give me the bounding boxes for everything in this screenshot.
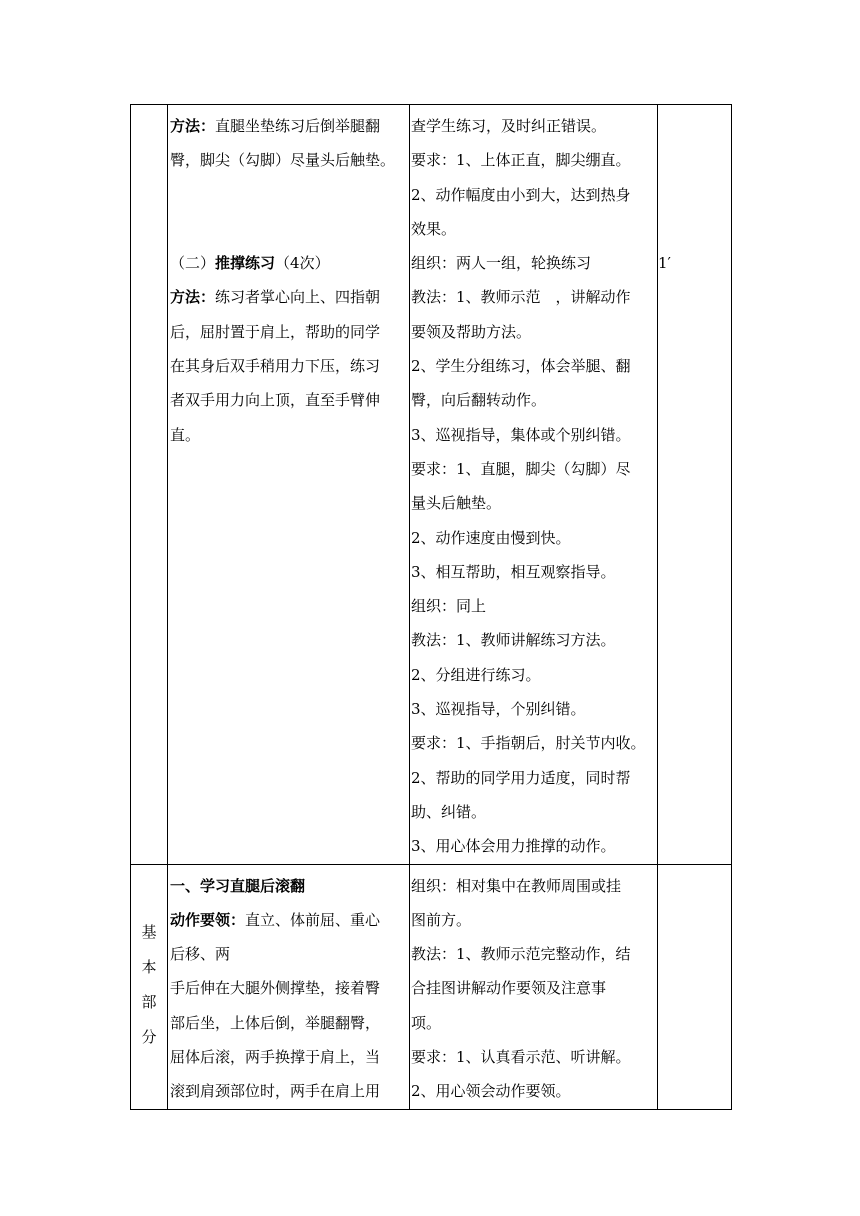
method-line: 要求：1、上体正直，脚尖绷直。 — [411, 151, 631, 170]
method-label: 方法： — [170, 117, 216, 135]
content-line: 后移、两 — [170, 945, 231, 964]
section-title: 一、学习直腿后滚翻 — [170, 876, 306, 895]
method2-text: 练习者掌心向上、四指朝 — [215, 288, 381, 307]
essentials-text: 直立、体前屈、重心 — [245, 910, 381, 929]
method-line: 2、动作幅度由小到大，达到热身 — [411, 185, 631, 204]
method-line: 要求：1、手指朝后，肘关节内收。 — [411, 734, 646, 753]
section-cell — [131, 864, 168, 1109]
time-value: 1′ — [658, 254, 671, 273]
table-row — [131, 864, 732, 1109]
method-line: 2、动作速度由慢到快。 — [411, 528, 571, 547]
time-cell — [658, 864, 732, 1109]
subtitle-prefix: （二） — [170, 254, 216, 273]
time-cell — [658, 105, 732, 865]
method-line: 教法：1、教师讲解练习方法。 — [411, 631, 616, 650]
section-cell-empty — [131, 105, 168, 865]
method-line: 2、帮助的同学用力适度，同时帮 — [411, 768, 631, 787]
method-line: 3、相互帮助，相互观察指导。 — [411, 562, 616, 581]
method-line: 2、学生分组练习，体会举腿、翻 — [411, 357, 631, 376]
content-line: 后，屈肘置于肩上，帮助的同学 — [170, 322, 381, 341]
subtitle-suffix: （4次） — [275, 254, 330, 273]
content-line: 滚到肩颈部位时，两手在肩上用 — [170, 1082, 381, 1101]
method-line: 臀，向后翻转动作。 — [411, 391, 547, 410]
content-line: 部后坐，上体后倒，举腿翻臀， — [170, 1013, 381, 1032]
essentials-label: 动作要领： — [170, 910, 246, 929]
method-line: 助、纠错。 — [411, 802, 487, 821]
method-line: 教法：1、教师示范完整动作，结 — [411, 945, 631, 964]
method-line: 合挂图讲解动作要领及注意事 — [411, 979, 607, 998]
method-line: 组织：两人一组，轮换练习 — [411, 254, 592, 273]
section-char: 部 — [141, 992, 157, 1011]
method-line: 教法：1、教师示范 ，讲解动作 — [411, 288, 631, 307]
method-cell — [410, 105, 658, 865]
lesson-plan-table — [130, 104, 732, 1110]
content-line: 臀，脚尖（勾脚）尽量头后触垫。 — [170, 151, 396, 170]
method-line: 2、用心领会动作要领。 — [411, 1082, 571, 1101]
content-cell — [168, 105, 410, 865]
method2-label: 方法： — [170, 288, 216, 307]
method-cell — [410, 864, 658, 1109]
method-line: 3、用心体会用力推撑的动作。 — [411, 837, 616, 856]
section-char: 本 — [141, 957, 157, 976]
content-cell — [168, 864, 410, 1109]
method-line: 要求：1、认真看示范、听讲解。 — [411, 1048, 631, 1067]
method-line: 项。 — [411, 1013, 442, 1032]
content-line: 者双手用力向上顶，直至手臂伸 — [170, 391, 381, 410]
content-line: 手后伸在大腿外侧撑垫，接着臀 — [170, 979, 381, 998]
method-line: 2、分组进行练习。 — [411, 665, 541, 684]
method-line: 组织：同上 — [411, 597, 487, 616]
method-line: 3、巡视指导，个别纠错。 — [411, 700, 586, 719]
content-line: 直。 — [170, 425, 201, 444]
section-char: 分 — [141, 1027, 157, 1046]
method-line: 组织：相对集中在教师周围或挂 — [411, 876, 622, 895]
method-line: 查学生练习，及时纠正错误。 — [411, 117, 607, 135]
section-char: 基 — [141, 922, 157, 941]
content-line: 在其身后双手稍用力下压，练习 — [170, 357, 381, 376]
method-line: 要领及帮助方法。 — [411, 322, 532, 341]
method-text: 直腿坐垫练习后倒举腿翻 — [215, 117, 381, 135]
method-line: 量头后触垫。 — [411, 494, 502, 513]
content-line: 屈体后滚，两手换撑于肩上，当 — [170, 1048, 381, 1067]
method-line: 效果。 — [411, 219, 457, 238]
table-row — [131, 105, 732, 865]
method-line: 3、巡视指导，集体或个别纠错。 — [411, 425, 631, 444]
subtitle-bold: 推撑练习 — [215, 254, 276, 273]
method-line: 图前方。 — [411, 910, 472, 929]
method-line: 要求：1、直腿，脚尖（勾脚）尽 — [411, 459, 631, 478]
